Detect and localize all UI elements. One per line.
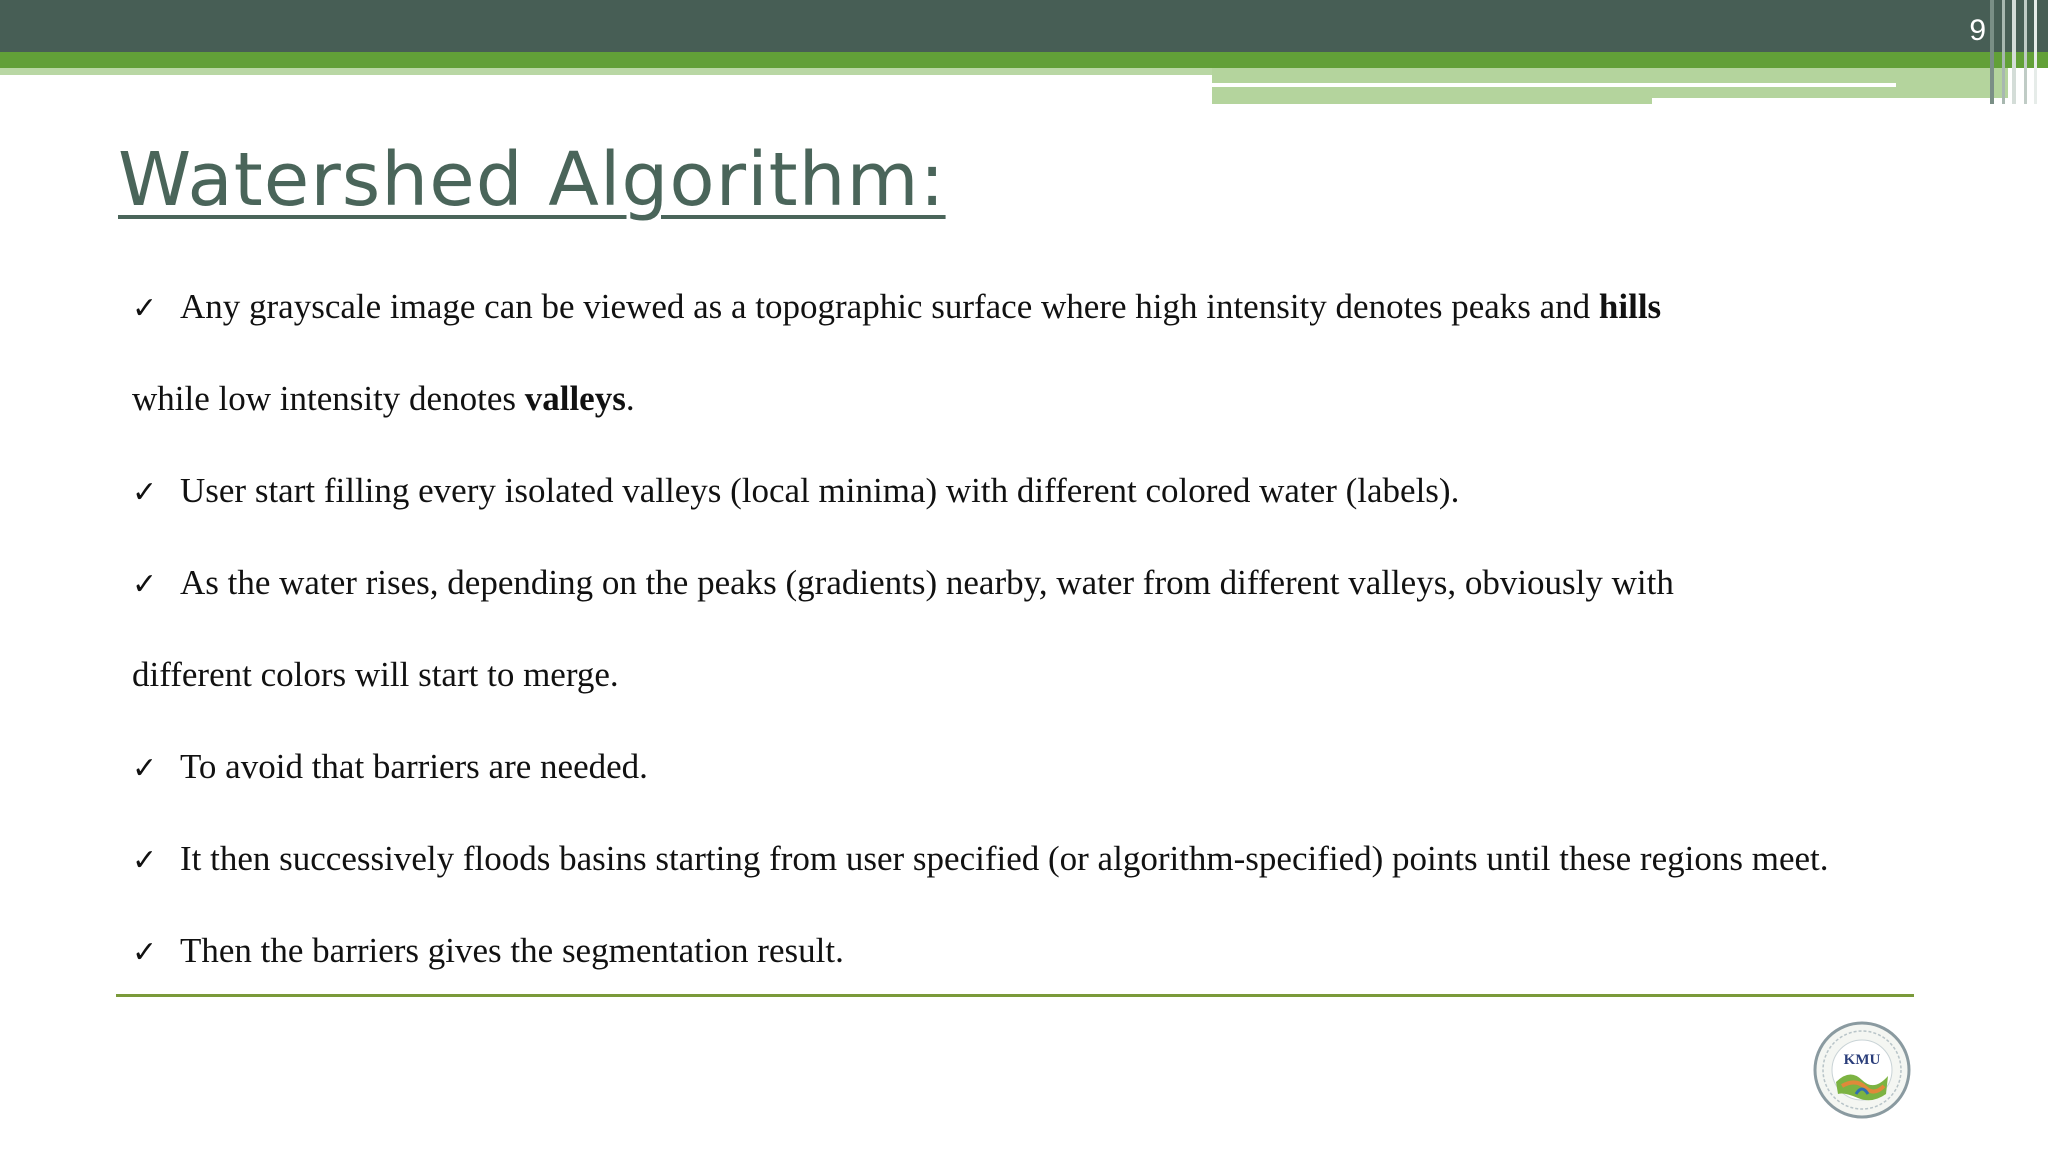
bullet-text: different colors will start to merge. <box>132 655 619 694</box>
bullet-text: while low intensity denotes <box>132 379 525 418</box>
logo-text: KMU <box>1843 1052 1881 1068</box>
bullet-text: . <box>625 379 635 418</box>
checkmark-icon: ✓ <box>132 475 158 510</box>
bottom-rule <box>116 994 1914 997</box>
header-green-band <box>0 52 2048 68</box>
bullet-text: Then the barriers gives the segmentation result. <box>180 931 844 970</box>
bullet-continuation <box>132 652 2012 744</box>
decorative-vertical-stripe <box>2034 0 2037 104</box>
bullet-item <box>132 560 2012 652</box>
bullet-text: User start filling every isolated valleys (local minima) with different colored water (labels). <box>180 471 1460 510</box>
bullet-item <box>132 468 2012 560</box>
decorative-vertical-stripe <box>2002 0 2005 104</box>
decorative-vertical-stripe <box>2012 0 2016 104</box>
header-white-stripe <box>1212 83 1896 87</box>
header-dark-band <box>0 0 2048 52</box>
bullet-item <box>132 836 2012 928</box>
header-white-stripe <box>1652 98 2008 104</box>
bullet-text: It then successively floods basins starting from user specified (or algorithm-specified) points until these regions meet. <box>180 839 1829 878</box>
bullet-item <box>132 928 2012 1020</box>
bullet-continuation <box>132 376 2012 468</box>
checkmark-icon: ✓ <box>132 935 158 970</box>
decorative-vertical-stripe <box>1990 0 1994 104</box>
checkmark-icon: ✓ <box>132 291 158 326</box>
bullet-item <box>132 744 2012 836</box>
header-light-line <box>0 68 1212 75</box>
bullet-bold-text: valleys <box>524 379 626 418</box>
bullet-text: Any grayscale image can be viewed as a topographic surface where high intensity denotes peaks and <box>180 287 1599 326</box>
bullet-text: As the water rises, depending on the peaks (gradients) nearby, water from different valleys, obviously with <box>180 563 1674 602</box>
bullet-text: To avoid that barriers are needed. <box>180 747 648 786</box>
bullet-item <box>132 284 2012 376</box>
university-logo <box>1812 1020 1912 1120</box>
bullet-list <box>132 284 2012 1020</box>
bullet-bold-text: hills <box>1598 287 1662 326</box>
checkmark-icon: ✓ <box>132 843 158 878</box>
decorative-vertical-stripe <box>2024 0 2027 104</box>
slide-title: Watershed Algorithm: <box>118 137 946 223</box>
page-number: 9 <box>1969 14 1986 47</box>
checkmark-icon: ✓ <box>132 751 158 786</box>
checkmark-icon: ✓ <box>132 567 158 602</box>
